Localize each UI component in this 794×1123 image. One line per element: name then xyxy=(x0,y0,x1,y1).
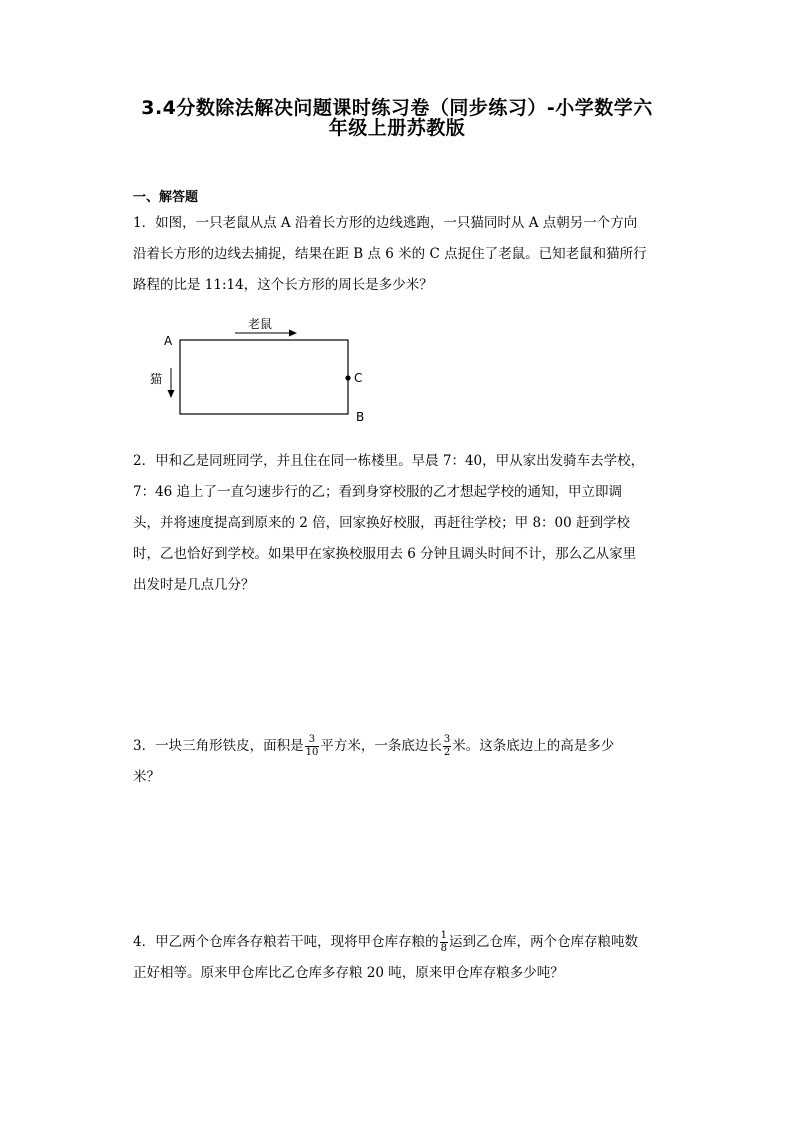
cat-arrow-head xyxy=(168,390,175,398)
cat-label: 猫 xyxy=(150,372,163,386)
fraction-numerator: 3 xyxy=(443,734,451,745)
question-3-text-3: 米。这条底边上的高是多少 xyxy=(452,738,615,754)
page-title-line-2: 年级上册苏教版 xyxy=(328,117,466,139)
question-3-line-2: 米？ xyxy=(133,769,160,785)
question-4-line-2: 正好相等。原来甲仓库比乙仓库多存粮 20 吨，原来甲仓库存粮多少吨？ xyxy=(133,965,564,981)
rectangle-diagram xyxy=(140,310,380,430)
question-4 xyxy=(133,927,673,989)
fraction-1-8 xyxy=(440,930,448,955)
fraction-numerator: 3 xyxy=(305,734,320,747)
question-2-line-1: 2．甲和乙是同班同学，并且住在同一栋楼里。早晨 7：40，甲从家出发骑车去学校， xyxy=(133,453,645,469)
question-2-line-4: 时，乙也恰好到学校。如果甲在家换校服用去 6 分钟且调头时间不计，那么乙从家里 xyxy=(133,546,637,562)
question-4-line-1 xyxy=(133,927,673,958)
question-1-line-2: 沿着长方形的边线去捕捉，结果在距 B 点 6 米的 C 点捉住了老鼠。已知老鼠和猫所行 xyxy=(133,246,647,262)
fraction-denominator: 10 xyxy=(305,747,319,758)
point-c-label: C xyxy=(354,371,363,385)
mouse-arrow-head xyxy=(289,330,297,337)
fraction-numerator: 1 xyxy=(440,930,447,941)
question-3-line-1 xyxy=(133,731,673,762)
question-4-text-2: 运到乙仓库，两个仓库存粮吨数 xyxy=(448,934,638,950)
question-2-line-3: 头，并将速度提高到原来的 2 倍，回家换好校服，再赶往学校；甲 8：00 赶到学校 xyxy=(133,515,631,531)
fraction-denominator: 8 xyxy=(440,943,447,954)
point-c-dot xyxy=(345,375,350,380)
mouse-label: 老鼠 xyxy=(248,317,273,331)
section-heading: 一、解答题 xyxy=(133,190,199,205)
rectangle-outline xyxy=(180,340,348,414)
question-3-text-1: 3．一块三角形铁皮，面积是 xyxy=(133,738,304,754)
question-3 xyxy=(133,731,673,793)
question-3-text-2: 平方米，一条底边长 xyxy=(320,738,442,754)
question-1-line-3: 路程的比是 11:14，这个长方形的周长是多少米？ xyxy=(133,277,433,293)
fraction-3-10 xyxy=(305,734,320,759)
question-1 xyxy=(133,208,673,301)
question-2-line-2: 7：46 追上了一直匀速步行的乙；看到身穿校服的乙才想起学校的通知，甲立即调 xyxy=(133,484,623,500)
question-4-text-1: 4．甲乙两个仓库各存粮若干吨，现将甲仓库存粮的 xyxy=(133,934,439,950)
question-2-line-5: 出发时是几点几分？ xyxy=(133,577,255,593)
question-1-line-1: 1．如图，一只老鼠从点 A 沿着长方形的边线逃跑，一只猫同时从 A 点朝另一个方向 xyxy=(133,215,638,231)
fraction-3-2 xyxy=(443,734,451,759)
page-title-line-1: 3.4分数除法解决问题课时练习卷（同步练习）-小学数学六 xyxy=(141,97,653,119)
point-b-label: B xyxy=(356,410,365,424)
point-a-label: A xyxy=(164,334,173,348)
fraction-denominator: 2 xyxy=(443,747,451,758)
question-2 xyxy=(133,446,673,601)
